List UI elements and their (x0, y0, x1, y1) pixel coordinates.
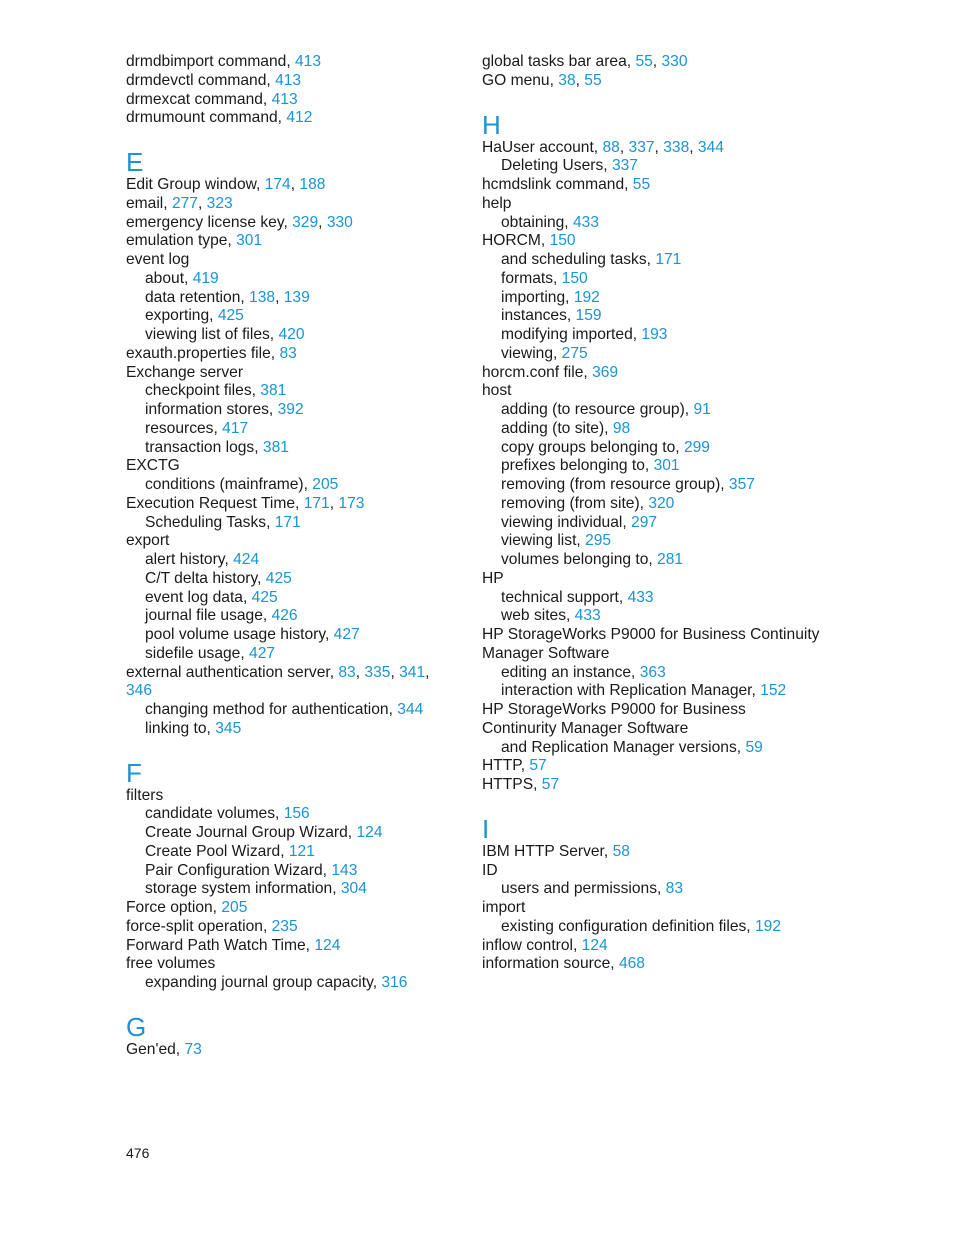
page-link[interactable]: 425 (251, 588, 278, 606)
index-entry (482, 176, 832, 195)
page-link[interactable]: 417 (222, 419, 249, 437)
index-term: viewing list of files, (145, 326, 279, 343)
index-term: users and permissions, (501, 880, 666, 898)
index-entry (126, 918, 456, 937)
page-link[interactable]: 412 (286, 109, 313, 127)
page-link[interactable]: 335 (364, 663, 391, 681)
page-link[interactable]: 152 (760, 682, 787, 700)
page-link[interactable]: 98 (612, 419, 631, 437)
index-subentry (482, 551, 832, 570)
page-link[interactable]: 392 (277, 401, 304, 418)
index-term: pool volume usage history, (145, 626, 334, 643)
index-term: about, (145, 269, 193, 287)
index-subentry (126, 514, 456, 533)
page-separator: , (290, 176, 300, 193)
page-link[interactable]: 301 (653, 457, 680, 475)
index-subentry (126, 645, 456, 664)
index-term: inflow control, (482, 936, 582, 954)
index-entry (482, 626, 832, 645)
index-entry (126, 214, 456, 233)
index-term: GO menu, (482, 71, 559, 89)
index-term: resources, (145, 419, 223, 437)
index-term: Execution Request Time, (126, 494, 304, 512)
page-separator: , (619, 138, 629, 156)
index-entry (482, 843, 832, 862)
index-term: modifying imported, (501, 326, 642, 343)
index-entry (482, 937, 832, 956)
index-entry (126, 532, 456, 551)
page-link[interactable]: 171 (303, 494, 330, 512)
page-link[interactable]: 188 (299, 176, 326, 193)
page-link[interactable]: 55 (584, 71, 602, 89)
index-term: Continurity Manager Software (482, 719, 689, 737)
index-term: drmdbimport command, (126, 53, 295, 70)
index-subentry (126, 720, 456, 739)
index-subentry (482, 401, 832, 420)
index-term: copy groups belonging to, (501, 438, 684, 456)
page-link[interactable]: 433 (572, 213, 599, 231)
index-entry (482, 862, 832, 881)
index-subentry (482, 739, 832, 758)
index-term: Force option, (126, 899, 222, 916)
page-separator: , (575, 71, 585, 89)
page-link[interactable]: 150 (549, 232, 576, 250)
index-term: obtaining, (501, 213, 573, 231)
page-link[interactable]: 424 (233, 551, 260, 568)
page-link[interactable]: 345 (215, 719, 242, 737)
index-term: Manager Software (482, 644, 610, 662)
index-subentry (482, 345, 832, 364)
index-entry (482, 382, 832, 401)
page-link[interactable]: 413 (275, 71, 302, 89)
index-term: data retention, (145, 288, 250, 306)
index-term: import (482, 899, 526, 916)
index-entry (126, 232, 456, 251)
index-term: editing an instance, (501, 663, 640, 681)
page-link[interactable]: 381 (260, 382, 287, 400)
index-term: HTTPS, (482, 776, 542, 793)
index-term: ID (482, 861, 498, 879)
page-link[interactable]: 143 (331, 861, 358, 879)
index-subentry (126, 382, 456, 401)
page-link[interactable]: 88 (602, 138, 620, 156)
index-subentry (126, 326, 456, 345)
page-separator: , (689, 138, 698, 156)
page-link[interactable]: 174 (264, 176, 291, 193)
index-term: alert history, (145, 551, 234, 568)
page-link[interactable]: 323 (206, 194, 233, 212)
index-term: viewing individual, (501, 513, 632, 531)
index-term: event log data, (145, 588, 252, 606)
index-term: information source, (482, 955, 619, 973)
index-term: removing (from site), (501, 494, 649, 512)
index-subentry (482, 918, 832, 937)
index-subentry (126, 974, 456, 993)
index-term: Scheduling Tasks, (145, 513, 275, 531)
index-term: event log (126, 251, 190, 268)
index-subentry (126, 805, 456, 824)
index-term: HP StorageWorks P9000 for Business Continuity (482, 626, 820, 643)
index-term: linking to, (145, 719, 216, 737)
index-term: technical support, (501, 588, 628, 606)
page-link[interactable]: 171 (655, 251, 682, 268)
index-term: free volumes (126, 955, 216, 973)
page-link[interactable]: 419 (192, 269, 219, 287)
page-link[interactable]: 427 (333, 626, 360, 643)
index-term: Create Journal Group Wizard, (145, 824, 357, 841)
index-term: transaction logs, (145, 438, 263, 456)
index-term: Edit Group window, (126, 176, 265, 193)
index-term: filters (126, 786, 164, 804)
index-subentry (482, 495, 832, 514)
page-link[interactable]: 150 (561, 269, 588, 287)
page-link[interactable]: 420 (278, 326, 305, 343)
index-subentry (482, 420, 832, 439)
page-link[interactable]: 57 (541, 776, 560, 793)
index-subentry (482, 880, 832, 899)
index-entry (126, 495, 456, 514)
page-link[interactable]: 192 (754, 917, 782, 935)
page-link[interactable]: 301 (236, 232, 263, 250)
index-subentry (126, 862, 456, 881)
page-link[interactable]: 277 (171, 194, 198, 212)
page-separator: , (329, 494, 339, 512)
index-subentry (482, 532, 832, 551)
page-link[interactable]: 363 (639, 663, 666, 681)
page-link[interactable]: 38 (558, 71, 576, 89)
index-subentry (126, 307, 456, 326)
page-link[interactable]: 433 (627, 588, 654, 606)
index-entry (126, 176, 456, 195)
index-term: removing (from resource group), (501, 476, 729, 493)
page-separator: , (390, 663, 400, 681)
index-term: HaUser account, (482, 138, 603, 156)
index-term: Pair Configuration Wizard, (145, 861, 332, 879)
index-entry (482, 570, 832, 589)
page-link[interactable]: 413 (295, 53, 322, 70)
page-link[interactable]: 58 (612, 842, 630, 860)
page-link[interactable]: 341 (399, 663, 426, 681)
index-subentry (482, 439, 832, 458)
index-term: instances, (501, 307, 576, 325)
index-subentry (482, 476, 832, 495)
index-entry (126, 664, 456, 702)
index-subentry (126, 401, 456, 420)
index-subentry (126, 626, 456, 645)
index-subentry (126, 476, 456, 495)
page-link[interactable]: 425 (265, 569, 292, 587)
index-term: global tasks bar area, (482, 53, 636, 70)
index-term: expanding journal group capacity, (145, 974, 382, 991)
page-link[interactable]: 338 (663, 138, 690, 156)
index-term: and scheduling tasks, (501, 251, 656, 268)
section-letter-h: H (482, 109, 501, 140)
index-term: HTTP, (482, 757, 530, 775)
index-term: force-split operation, (126, 917, 272, 935)
index-entry (482, 195, 832, 214)
page-link[interactable]: 73 (184, 1040, 202, 1058)
page-link[interactable]: 329 (292, 213, 319, 231)
index-term: Create Pool Wizard, (145, 842, 289, 860)
index-term: checkpoint files, (145, 382, 261, 400)
page-link[interactable]: 275 (561, 344, 588, 362)
page-link[interactable]: 193 (641, 326, 668, 343)
index-entry (482, 720, 832, 739)
page-link[interactable]: 381 (262, 438, 289, 456)
index-subentry (482, 307, 832, 326)
index-entry (126, 91, 456, 110)
index-subentry (126, 270, 456, 289)
index-entry (126, 345, 456, 364)
index-term: prefixes belonging to, (501, 457, 654, 475)
index-entry (482, 757, 832, 776)
page-link[interactable]: 124 (356, 824, 383, 841)
index-subentry (482, 457, 832, 476)
index-term: external authentication server, (126, 663, 339, 681)
index-term: existing configuration definition files, (501, 917, 755, 935)
page-link[interactable]: 173 (338, 494, 365, 512)
index-entry (126, 195, 456, 214)
page-link[interactable]: 425 (217, 307, 244, 325)
page-link[interactable]: 138 (249, 288, 276, 306)
index-term: Exchange server (126, 363, 244, 381)
index-subentry (482, 289, 832, 308)
index-subentry (482, 664, 832, 683)
index-term: host (482, 382, 512, 400)
index-term: HP (482, 569, 504, 587)
index-term: Gen'ed, (126, 1040, 185, 1058)
page-separator: , (318, 213, 327, 231)
index-term: help (482, 194, 512, 212)
page-link[interactable]: 295 (585, 532, 612, 550)
page-separator: , (355, 663, 365, 681)
section-letter-i: I (482, 813, 490, 844)
page-link[interactable]: 344 (697, 138, 724, 156)
page-link[interactable]: 297 (631, 513, 658, 531)
index-term: emergency license key, (126, 213, 293, 231)
page-link[interactable]: 159 (575, 307, 602, 325)
page-separator: , (197, 194, 207, 212)
page-link[interactable]: 83 (279, 344, 297, 362)
section-letter-e: E (126, 147, 144, 177)
page-link[interactable]: 369 (592, 363, 619, 381)
index-subentry (126, 607, 456, 626)
index-entry (482, 53, 832, 72)
page-link[interactable]: 124 (314, 936, 341, 954)
page-link[interactable]: 330 (661, 53, 688, 70)
index-subentry (482, 514, 832, 533)
index-subentry (482, 682, 832, 701)
index-term: horcm.conf file, (482, 363, 593, 381)
page-link[interactable]: 55 (632, 176, 651, 193)
index-term: viewing, (501, 344, 562, 362)
index-term: sidefile usage, (145, 644, 250, 662)
index-term: EXCTG (126, 457, 180, 475)
section-letter-f: F (126, 757, 142, 788)
index-term: web sites, (501, 607, 575, 625)
index-term: exauth.properties file, (126, 344, 280, 362)
index-entry (482, 955, 832, 974)
page-separator: , (654, 138, 664, 156)
page-separator: , (652, 53, 662, 70)
page-link[interactable]: 59 (745, 738, 763, 756)
page-link[interactable]: 316 (381, 974, 408, 991)
page-link[interactable]: 330 (326, 213, 353, 231)
index-subentry (126, 570, 456, 589)
index-term: volumes belonging to, (501, 551, 658, 568)
index-entry (482, 776, 832, 795)
index-term: adding (to site), (501, 419, 613, 437)
index-entry (126, 899, 456, 918)
page-link[interactable]: 357 (728, 476, 755, 493)
index-term: C/T delta history, (145, 569, 266, 587)
index-subentry (126, 843, 456, 862)
index-term: conditions (mainframe), (145, 476, 313, 493)
index-entry (126, 787, 456, 806)
index-entry (482, 232, 832, 251)
index-entry (482, 899, 832, 918)
page-link[interactable]: 83 (338, 663, 356, 681)
page-link[interactable]: 156 (283, 805, 310, 823)
index-term: exporting, (145, 307, 218, 325)
page-link[interactable]: 281 (657, 551, 684, 568)
page-link[interactable]: 83 (665, 880, 684, 898)
index-entry (482, 645, 832, 664)
index-subentry (482, 607, 832, 626)
index-term: journal file usage, (145, 607, 272, 625)
page-link[interactable]: 427 (249, 644, 276, 662)
index-entry (126, 53, 456, 72)
index-entry (126, 457, 456, 476)
page-link[interactable]: 346 (126, 682, 153, 700)
page-link[interactable]: 468 (618, 955, 645, 973)
index-term: export (126, 532, 170, 550)
page-link[interactable]: 320 (648, 494, 675, 512)
index-entry (126, 72, 456, 91)
page-link[interactable]: 121 (288, 842, 315, 860)
index-entry (126, 364, 456, 383)
index-term: changing method for authentication, (145, 701, 398, 718)
index-entry (126, 1041, 456, 1060)
index-entry (126, 251, 456, 270)
page-link[interactable]: 235 (271, 917, 298, 935)
page-separator: , (275, 288, 284, 306)
page-link[interactable]: 192 (573, 288, 600, 306)
index-subentry (126, 289, 456, 308)
index-term: interaction with Replication Manager, (501, 682, 761, 700)
page-link[interactable]: 171 (274, 513, 301, 531)
index-entry (482, 364, 832, 383)
page-link[interactable]: 124 (581, 936, 608, 954)
index-subentry (126, 701, 456, 720)
index-subentry (126, 439, 456, 458)
page-link[interactable]: 205 (221, 899, 248, 916)
index-term: candidate volumes, (145, 805, 284, 823)
page-link[interactable]: 299 (683, 438, 710, 456)
page-link[interactable]: 91 (693, 401, 711, 418)
page-link[interactable]: 57 (529, 757, 547, 775)
index-term: adding (to resource group), (501, 401, 694, 418)
index-term: drmexcat command, (126, 90, 272, 108)
page-link[interactable]: 426 (271, 607, 298, 625)
index-subentry (482, 270, 832, 289)
page-link[interactable]: 205 (312, 476, 339, 493)
index-term: storage system information, (145, 880, 341, 898)
index-entry (126, 955, 456, 974)
index-subentry (482, 157, 832, 176)
page-link[interactable]: 304 (340, 880, 367, 898)
page-link[interactable]: 337 (611, 157, 638, 175)
index-subentry (482, 251, 832, 270)
page-link[interactable]: 139 (283, 288, 310, 306)
index-subentry (126, 589, 456, 608)
index-term: IBM HTTP Server, (482, 842, 613, 860)
index-term: Forward Path Watch Time, (126, 936, 315, 954)
index-term: and Replication Manager versions, (501, 738, 746, 756)
index-subentry (482, 326, 832, 345)
section-letter-g: G (126, 1011, 147, 1042)
index-subentry (126, 880, 456, 899)
index-term: HORCM, (482, 232, 550, 250)
index-term: hcmdslink command, (482, 176, 633, 193)
index-subentry (126, 551, 456, 570)
index-subentry (482, 589, 832, 608)
page-link[interactable]: 433 (574, 607, 601, 625)
index-term: drmumount command, (126, 109, 287, 127)
index-term: formats, (501, 269, 562, 287)
index-entry (482, 701, 832, 720)
index-column-right (482, 53, 832, 974)
index-term: information stores, (145, 401, 278, 418)
page-separator: , (425, 663, 430, 681)
index-term: viewing list, (501, 532, 586, 550)
index-entry (482, 72, 832, 91)
index-column-left (126, 53, 456, 1060)
index-subentry (126, 824, 456, 843)
page-number: 476 (126, 1145, 150, 1161)
index-term: emulation type, (126, 232, 237, 250)
index-term: email, (126, 194, 172, 212)
page-link[interactable]: 344 (397, 701, 424, 718)
page-link[interactable]: 55 (635, 53, 653, 70)
index-subentry (126, 420, 456, 439)
index-subentry (482, 214, 832, 233)
index-term: importing, (501, 288, 574, 306)
page-link[interactable]: 337 (628, 138, 655, 156)
index-term: drmdevctl command, (126, 71, 276, 89)
index-entry (126, 937, 456, 956)
index-term: Deleting Users, (501, 157, 612, 175)
index-entry (126, 109, 456, 128)
page-link[interactable]: 413 (271, 90, 298, 108)
index-term: HP StorageWorks P9000 for Business (482, 701, 746, 718)
index-entry (482, 139, 832, 158)
